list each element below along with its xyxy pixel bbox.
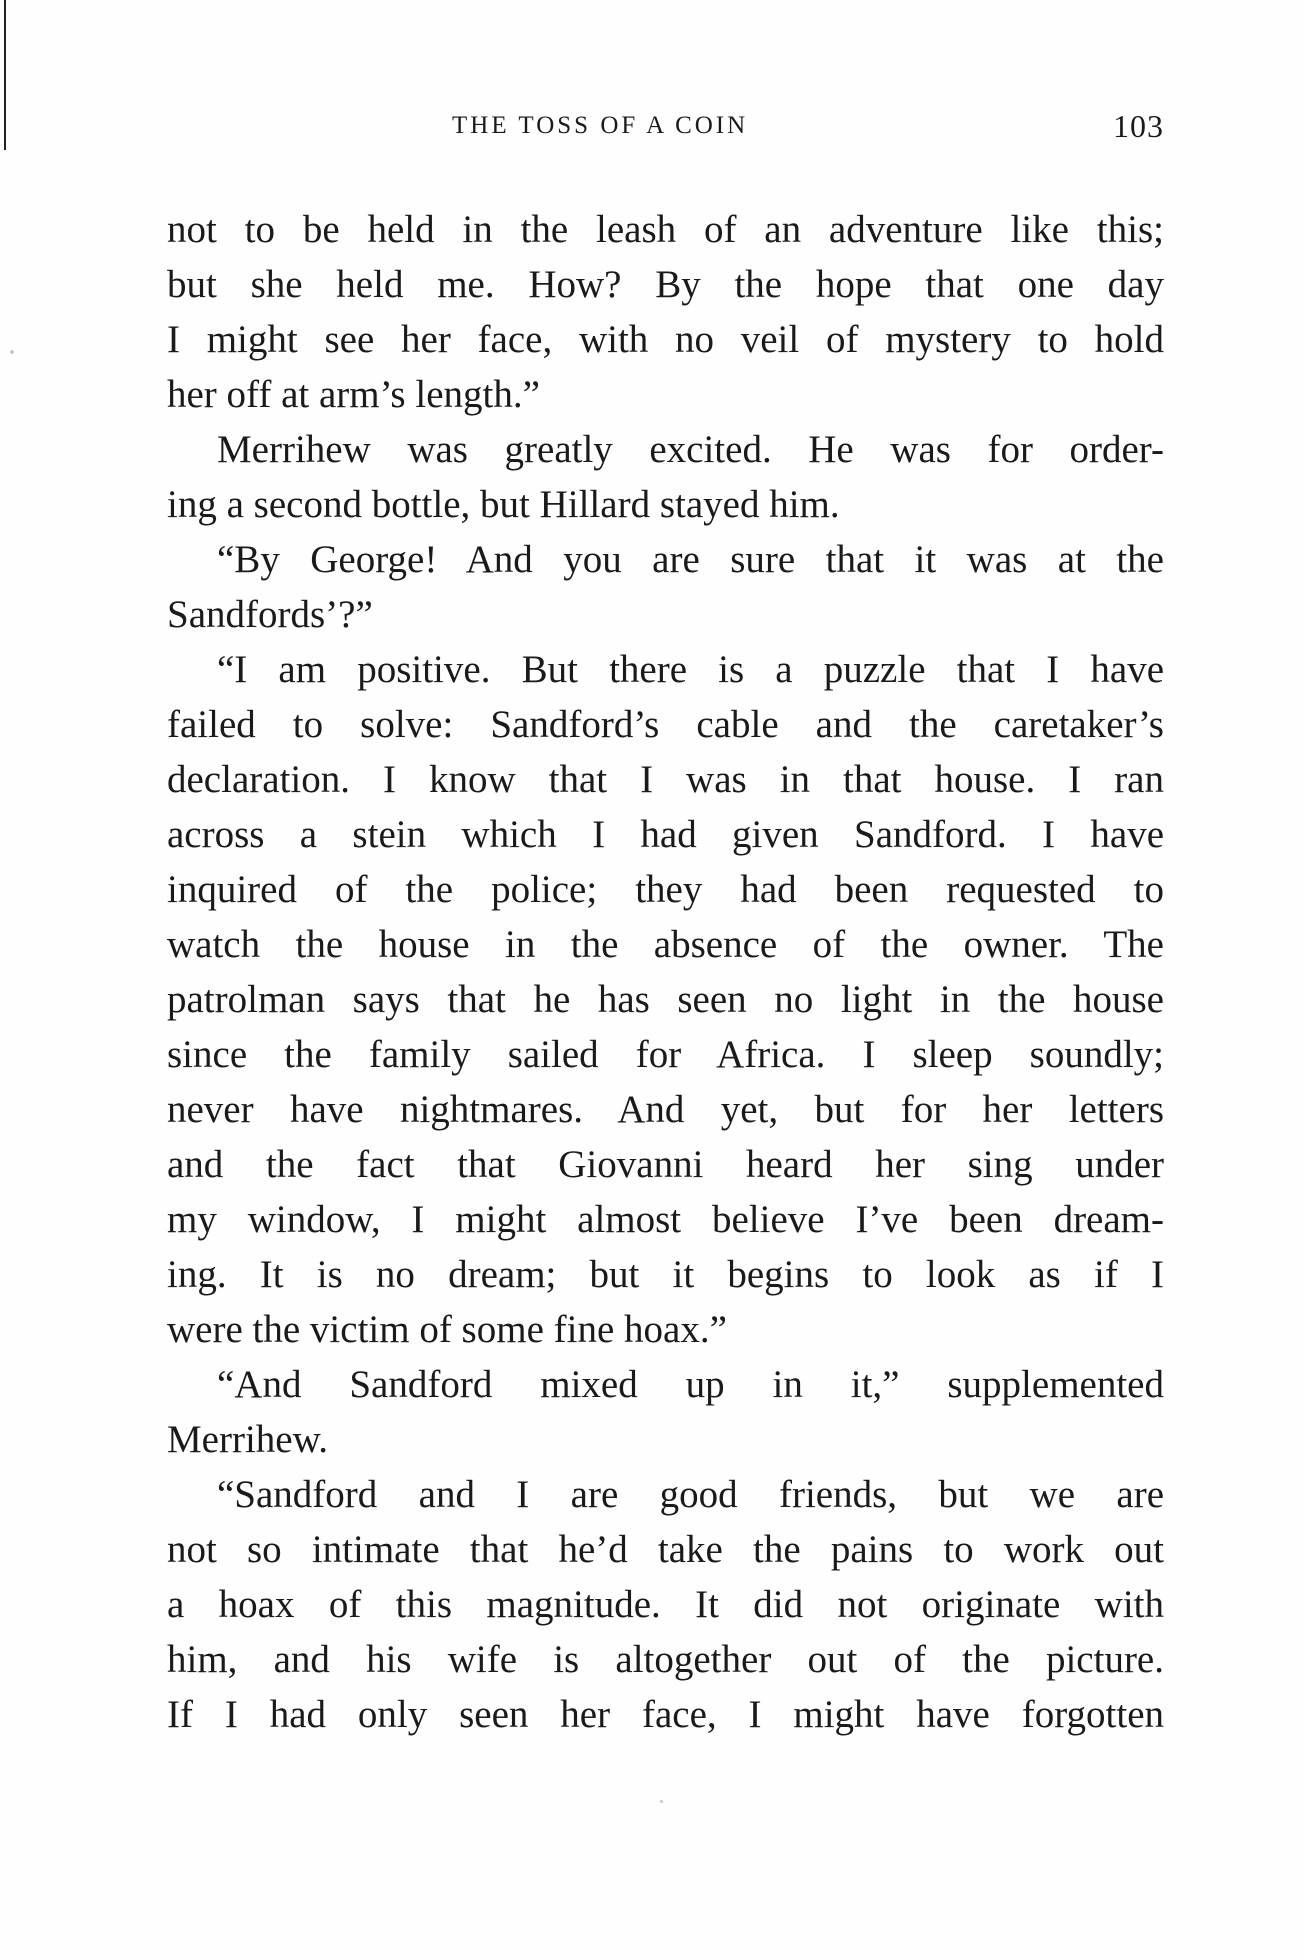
- running-head: [167, 108, 1164, 152]
- text-line: but she held me. How? By the hope that one day: [167, 263, 1164, 306]
- text-line: her off at arm’s length.”: [167, 373, 540, 416]
- page-number: 103: [1113, 108, 1164, 144]
- text-line: watch the house in the absence of the owner. The: [167, 923, 1164, 966]
- text-line: “Sandford and I are good friends, but we are: [217, 1473, 1164, 1516]
- text-line: since the family sailed for Africa. I sleep soundly;: [167, 1033, 1164, 1076]
- scan-edge-line: [4, 0, 6, 150]
- text-line: I might see her face, with no veil of mystery to hold: [167, 318, 1164, 361]
- text-line: “And Sandford mixed up in it,” supplemented: [217, 1363, 1164, 1406]
- text-line: If I had only seen her face, I might have forgotten: [167, 1693, 1164, 1736]
- text-line: declaration. I know that I was in that house. I ran: [167, 758, 1164, 801]
- text-line: never have nightmares. And yet, but for her letters: [167, 1088, 1164, 1131]
- text-line: Merrihew.: [167, 1418, 328, 1461]
- text-line: “By George! And you are sure that it was at the: [217, 538, 1164, 581]
- text-line: patrolman says that he has seen no light in the house: [167, 978, 1164, 1021]
- text-line: not so intimate that he’d take the pains to work out: [167, 1528, 1164, 1571]
- text-line: were the victim of some fine hoax.”: [167, 1308, 727, 1351]
- paper-speck: [10, 350, 14, 354]
- text-line: Merrihew was greatly excited. He was for order-: [217, 428, 1164, 471]
- text-line: Sandfords’?”: [167, 593, 373, 636]
- text-line: ing. It is no dream; but it begins to look as if I: [167, 1253, 1164, 1296]
- text-line: my window, I might almost believe I’ve been dream-: [167, 1198, 1164, 1241]
- text-line: failed to solve: Sandford’s cable and the caretaker’s: [167, 703, 1164, 746]
- running-title: THE TOSS OF A COIN: [452, 112, 749, 139]
- text-line: not to be held in the leash of an adventure like this;: [167, 208, 1164, 251]
- text-line: ing a second bottle, but Hillard stayed him.: [167, 483, 840, 526]
- text-line: “I am positive. But there is a puzzle that I have: [217, 648, 1164, 691]
- text-line: a hoax of this magnitude. It did not originate with: [167, 1583, 1164, 1626]
- paper-speck: [660, 1800, 663, 1803]
- text-line: across a stein which I had given Sandford. I have: [167, 813, 1164, 856]
- text-line: him, and his wife is altogether out of the picture.: [167, 1638, 1164, 1681]
- text-line: and the fact that Giovanni heard her sing under: [167, 1143, 1164, 1186]
- text-line: inquired of the police; they had been requested to: [167, 868, 1164, 911]
- body-text: [167, 202, 1164, 1742]
